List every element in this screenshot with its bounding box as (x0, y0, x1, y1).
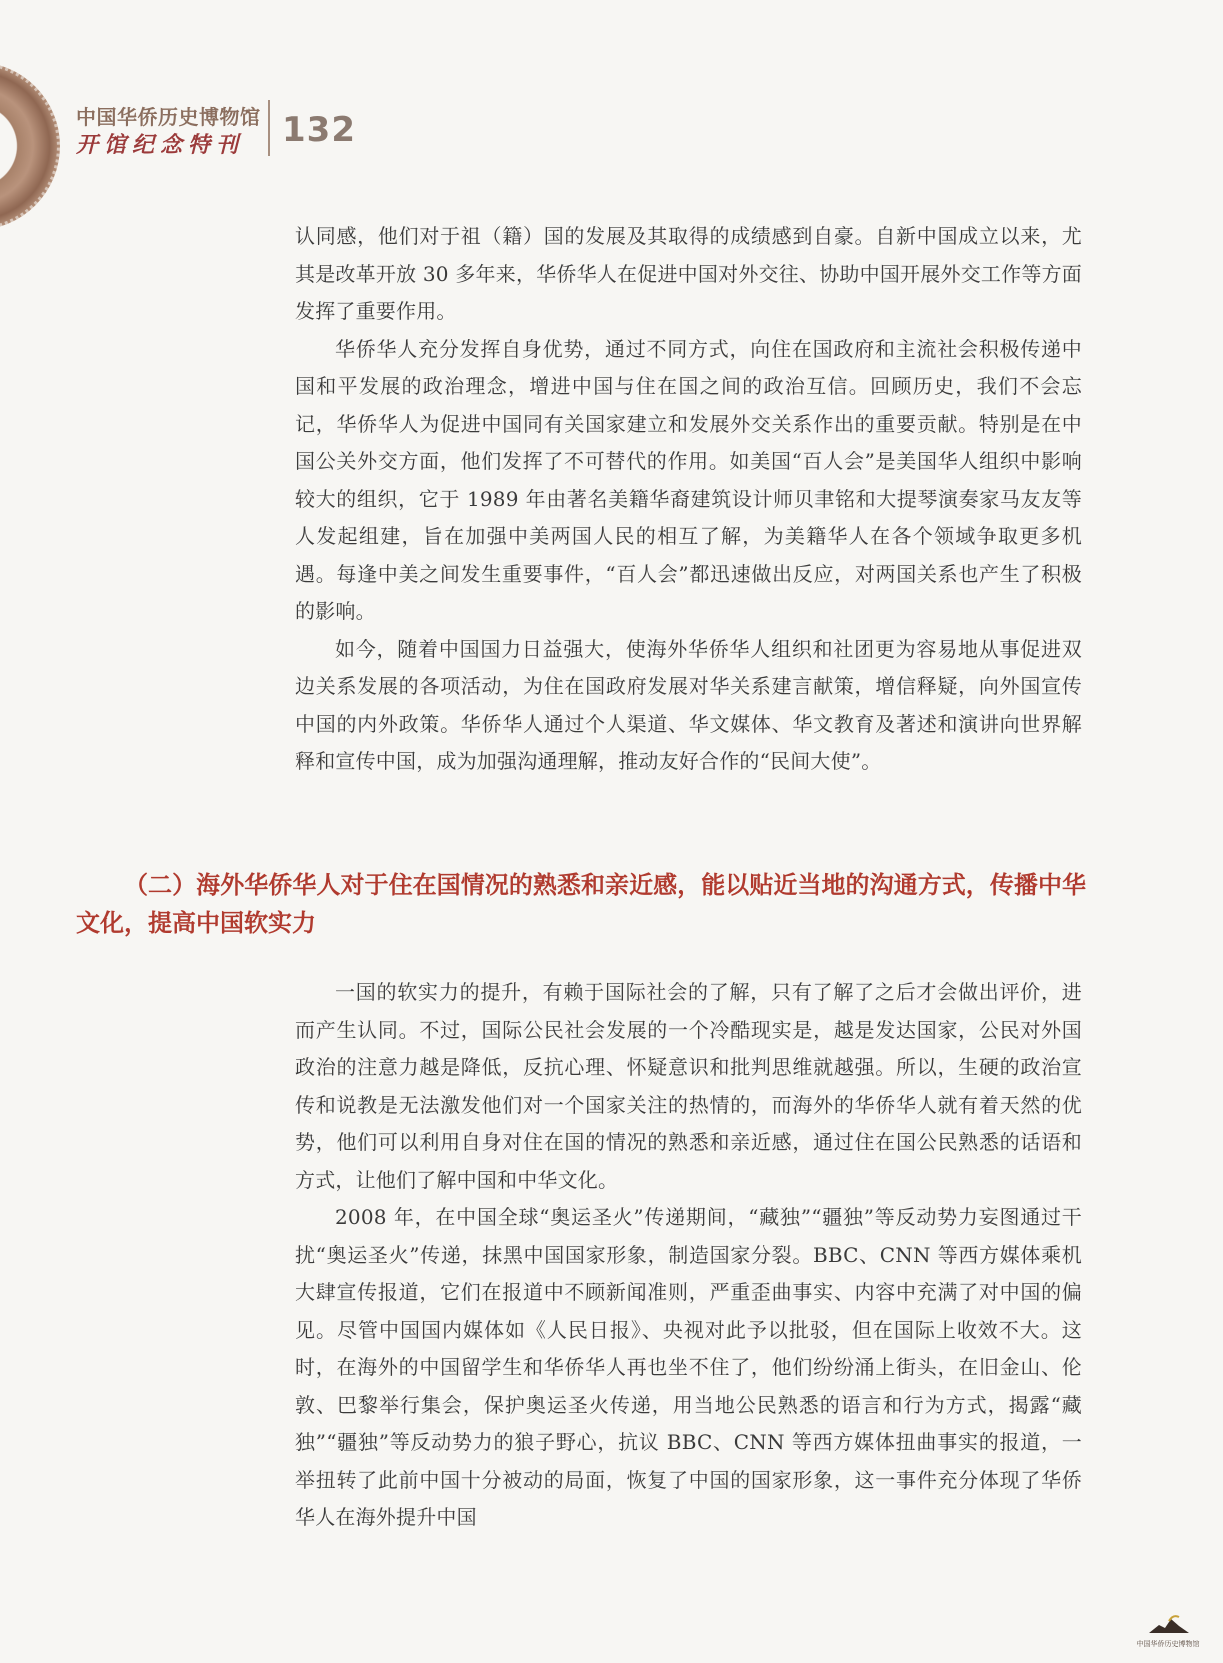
footer-logo (1127, 1613, 1209, 1653)
page-number: 132 (282, 110, 356, 150)
header-subtitle: 开馆纪念特刊 (76, 132, 245, 158)
footer-logo-text: 中国华侨历史博物馆 (1136, 1640, 1200, 1648)
header-divider (268, 100, 270, 156)
header-museum-name: 中国华侨历史博物馆 (76, 105, 261, 129)
paragraph: 如今，随着中国国力日益强大，使海外华侨华人组织和社团更为容易地从事促进双边关系发展的各项活动，为住在国政府发展对华关系建言献策，增信释疑，向外国宣传中国的内外政策。华侨华人通过个人渠道、华文媒体、华文教育及著述和演讲向世界解释和宣传中国，成为加强沟通理解，推动友好合作的“民间大使”。 (295, 636, 1082, 773)
paragraph: 认同感，他们对于祖（籍）国的发展及其取得的成绩感到自豪。自新中国成立以来，尤其是改革开放 30 多年来，华侨华人在促进中国对外交往、协助中国开展外交工作等方面发挥了重要作用。 (295, 224, 1082, 323)
paragraph: 一国的软实力的提升，有赖于国际社会的了解，只有了解了之后才会做出评价，进而产生认同。不过，国际公民社会发展的一个冷酷现实是，越是发达国家，公民对外国政治的注意力越是降低，反抗心理、怀疑意识和批判思维就越强。所以，生硬的政治宣传和说教是无法激发他们对一个国家关注的热情的，而海外的华侨华人就有着天然的优势，他们可以利用自身对住在国的情况的熟悉和亲近感，通过住在国公民熟悉的话语和方式，让他们了解中国和中华文化。 (295, 980, 1082, 1192)
paragraph: 2008 年，在中国全球“奥运圣火”传递期间，“藏独”“疆独”等反动势力妄图通过干扰“奥运圣火”传递，抹黑中国国家形象，制造国家分裂。BBC、CNN 等西方媒体乘机大肆宣传报道，它们在报道中不顾新闻准则，严重歪曲事实、内容中充满了对中国的偏见。尽管中国国内媒体如《人民日报》、央视对此予以批驳，但在国际上收效不大。这时，在海外的中国留学生和华侨华人再也坐不住了，他们纷纷涌上街头，在旧金山、伦敦、巴黎举行集会，保护奥运圣火传递，用当地公民熟悉的语言和行为方式，揭露“藏独”“疆独”等反动势力的狼子野心，抗议 BBC、CNN 等西方媒体扭曲事实的报道，一举扭转了此前中国十分被动的局面，恢复了中国的国家形象，这一事件充分体现了华侨华人在海外提升中国 (295, 1205, 1082, 1529)
mountain-logo-icon (1149, 1613, 1189, 1635)
emblem-ring (0, 62, 60, 230)
section-heading: （二）海外华侨华人对于住在国情况的熟悉和亲近感，能以贴近当地的沟通方式，传播中华文化，提高中国软实力 (76, 871, 1086, 937)
text-block-bottom (295, 974, 1082, 1537)
paragraph: 华侨华人充分发挥自身优势，通过不同方式，向住在国政府和主流社会积极传递中国和平发展的政治理念，增进中国与住在国之间的政治互信。回顾历史，我们不会忘记，华侨华人为促进中国同有关国家建立和发展外交关系作出的重要贡献。特别是在中国公关外交方面，他们发挥了不可替代的作用。如美国“百人会”是美国华人组织中影响较大的组织，它于 1989 年由著名美籍华裔建筑设计师贝聿铭和大提琴演奏家马友友等人发起组建，旨在加强中美两国人民的相互了解，为美籍华人在各个领域争取更多机遇。每逢中美之间发生重要事件，“百人会”都迅速做出反应，对两国关系也产生了积极的影响。 (295, 336, 1082, 623)
text-block-top (295, 218, 1082, 781)
